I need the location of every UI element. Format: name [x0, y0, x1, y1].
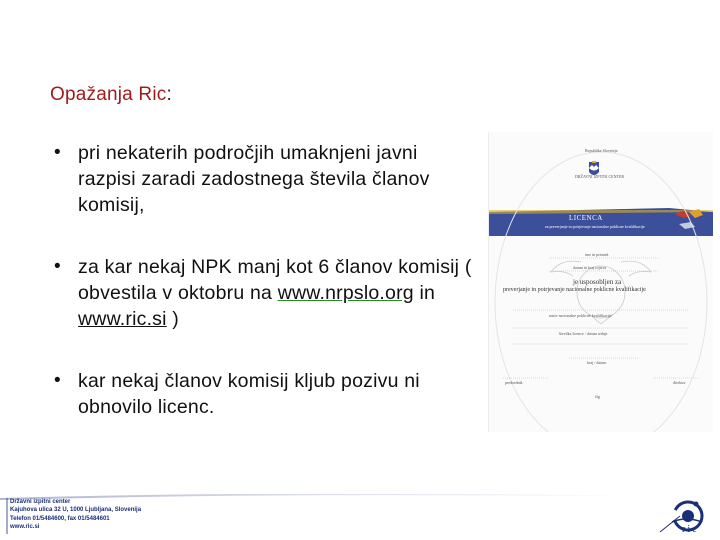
footer-contact [10, 498, 141, 532]
slide-title-colon: : [166, 84, 172, 105]
footer-web[interactable]: www.ric.si [10, 524, 40, 531]
bullet-item [50, 140, 480, 218]
bullet-dot: • [54, 256, 61, 277]
license-sign-right: direktor [673, 380, 686, 385]
bullet-text: pri nekaterih področjih umaknjeni javni razpisi zaradi zadostnega števila članov komisij, [78, 142, 430, 216]
ric-logo-text: ric [682, 524, 699, 535]
license-field-place: kraj / datum [587, 360, 607, 365]
license-banner [489, 208, 713, 236]
bullet-dot: • [54, 142, 61, 163]
footer-phone: Telefon 01/5484600, fax 01/5484601 [10, 515, 110, 522]
license-body-qualified: je usposobljen za [573, 278, 622, 286]
license-center: DRŽAVNI IZPITNI CENTER [575, 174, 625, 179]
slide-title [50, 84, 172, 106]
coat-of-arms-icon [589, 161, 599, 175]
bullet-text-after: ) [166, 308, 179, 330]
license-document-image [488, 132, 713, 432]
bullet-list [50, 140, 480, 456]
link-ric[interactable]: www.ric.si [78, 308, 167, 330]
slide-title-main: Opažanja Ric [50, 84, 167, 105]
footer-org: Državni izpitni center [10, 499, 71, 505]
link-nrpslo[interactable]: www.nrpslo.org [277, 282, 414, 304]
bullet-text-before: za kar nekaj NPK manj kot 6 članov komisij ( obvestila v oktobru na [78, 256, 472, 304]
footer [0, 494, 720, 540]
license-body-verify: preverjanje in potrjevanje nacionalne poklicne kvalifikacije [503, 287, 646, 293]
license-title: LICENCA [569, 214, 603, 222]
footer-address: Kajuhova ulica 32 U, 1000 Ljubljana, Slovenija [10, 507, 142, 514]
license-line-birth: datum in kraj rojstva [573, 265, 607, 270]
license-field-number: številka licence / datum izdaje [559, 331, 608, 336]
bullet-item [50, 368, 480, 420]
license-field-qualification: naziv nacionalne poklicne kvalifikacije [549, 313, 612, 318]
license-subtitle: za preverjanje in potrjevanje nacionalne poklicne kvalifikacije [545, 224, 645, 229]
bullet-text-middle: in [413, 282, 436, 304]
license-line-name: ime in priimek [585, 252, 609, 257]
license-stamp: žig [595, 394, 600, 399]
license-country: Republika Slovenija [585, 148, 618, 153]
bullet-text: kar nekaj članov komisij kljub pozivu ni obnovilo licenc. [78, 370, 420, 418]
bullet-dot: • [54, 370, 61, 391]
license-sign-left: predsednik [505, 380, 523, 385]
bullet-item [50, 254, 480, 332]
